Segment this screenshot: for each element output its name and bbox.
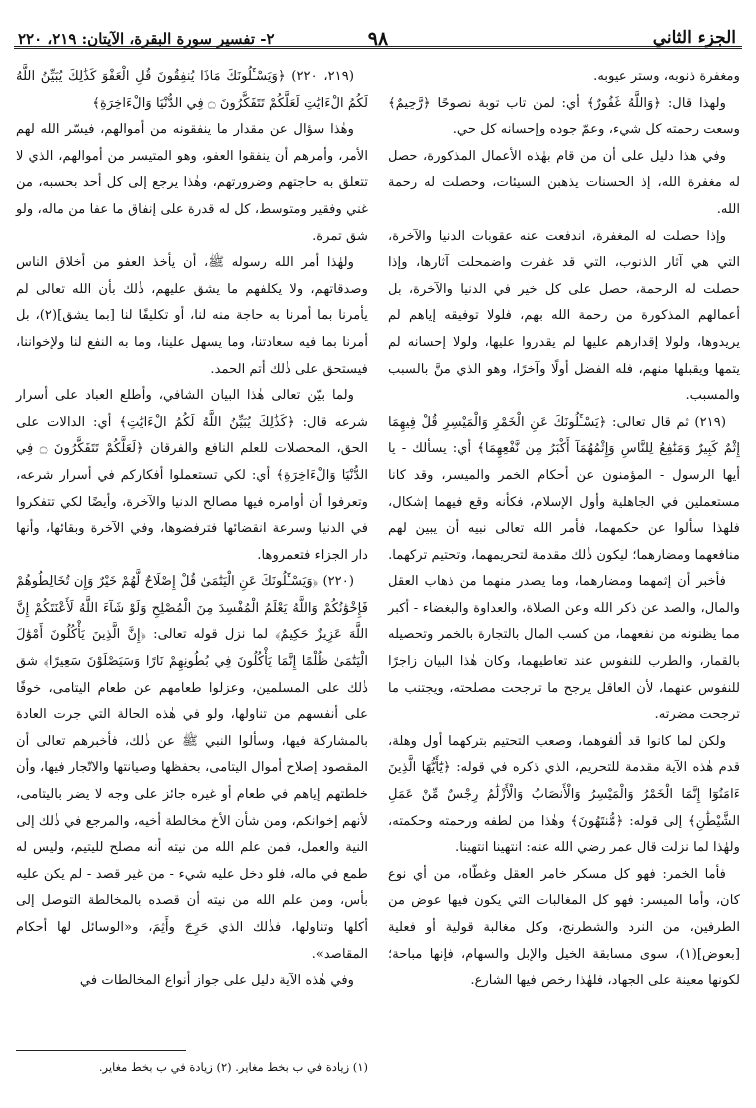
paragraph: ولهٰذا أمر الله رسوله ﷺ، أن يأخذ العفو من أخلاق الناس وصدقاتهم، ولا يكلفهم ما يشق عليهم، ذٰلك بأن الله تعالى لم يأمرنا بما أمرنا به حاجة منه لنا، أو تكليفًا لنا [بما يشق](٢)، بل أمرنا بما فيه سعادتنا، وما يسهل علينا، وما به النفع لنا ولإخواننا، فيستحق على ذٰلك أتم الحمد. bbox=[16, 255, 368, 377]
page-header bbox=[14, 20, 742, 60]
paragraph: وإذا حصلت له المغفرة، اندفعت عنه عقوبات الدنيا والآخرة، التي هي آثار الذنوب، التي قد غفرت واضمحلت آثارها، وإذا حصلت له الرحمة، حصل على كل خير في الدنيا والآخرة، بل أعمالهم المذكورة من رحمة الله بهم، فلولا توفيقه إياهم لم يريدوها، ولولا إقدارهم عليها لم يقدروا عليها، ولولا إحسانه لم يتمها ويقبلها منهم، فله الفضل أولًا وآخرًا، وهو الذي منَّ بالسبب والمسبب. bbox=[388, 228, 740, 404]
footnote-rule bbox=[16, 1050, 186, 1051]
part-title: الجزء الثاني bbox=[652, 28, 736, 48]
paragraph: ومغفرة ذنوبه، وستر عيوبه. bbox=[593, 69, 740, 84]
section-title: ٢- تفسير سورة البقرة، الآيتان: ٢١٩، ٢٢٠ bbox=[18, 30, 275, 48]
paragraph: وهٰذا سؤال عن مقدار ما ينفقونه من أموالهم، فيسّر الله لهم الأمر، وأمرهم أن ينفقوا العفو، وهو المتيسر من أموالهم، الذي لا تتعلق به حاجتهم وضرورتهم، وهٰذا يرجع إلى كل أحد بحسبه، من غني وفقير ومتوسط، كل له قدرة على إنفاق ما عفا من ماله، ولو شق تمرة. bbox=[16, 122, 368, 244]
paragraph: وفي هذا دليل على أن من قام بهٰذه الأعمال المذكورة، حصل له مغفرة الله، إذ الحسنات يذهبن السيئات، وحصلت له رحمة الله. bbox=[388, 148, 740, 217]
paragraph: ولما بيّن تعالى هٰذا البيان الشافي، وأطلع العباد على أسرار شرعه قال: ﴿كَذَٰلِكَ يُبَيِّنُ اللَّهُ لَكُمُ الْءَايَٰتِ﴾ أي: الدالات على الحق، المحصلات للعلم النافع والفرقان ﴿لَعَلَّكُمْ تَتَفَكَّرُونَ ۝ فِي الدُّنْيَا وَالْءَاخِرَةِ﴾ أي: لكي تستعملوا أفكاركم في أسرار شرعه، وتعرفوا أن أوامره فيها مصالح الدنيا والآخرة، وأيضًا لكي تتفكروا في الدنيا وسرعة انقضائها فترفضوها، وفي الآخرة وبقائها، وأنها دار الجزاء فتعمروها. bbox=[16, 388, 368, 563]
paragraph: (٢١٩) ثم قال تعالى: ﴿يَسْـَٔلُونَكَ عَنِ الْخَمْرِ وَالْمَيْسِرِ قُلْ فِيهِمَا إِثْمٌ كَبِيرٌ وَمَنَٰفِعُ لِلنَّاسِ وَإِثْمُهُمَآ أَكْبَرُ مِن نَّفْعِهِمَا﴾ أي: يسألك - يا أيها الرسول - المؤمنون عن أحكام الخمر والميسر، وقد كانا مستعملين في الجاهلية وأول الإسلام، فكأنه وقع فيهما إشكال، فلهذا سألوا عن حكمهما، فأمر الله تعالى نبيه أن يبين لهم منافعهما ومضارهما؛ ليكون ذٰلك مقدمة لتحريمهما، وتحتيم تركهما. bbox=[388, 414, 740, 563]
paragraph: وفي هٰذه الآية دليل على جواز أنواع المخالطات في bbox=[79, 973, 354, 989]
paragraph: ولهذا قال: ﴿وَاللَّهُ غَفُورٌ﴾ أي: لمن تاب توبة نصوحًا ﴿رَّحِيمٌ﴾ وسعت رحمته كل شيء، وعمّ جوده وإحسانه كل حي. bbox=[388, 95, 740, 138]
left-column bbox=[16, 64, 368, 995]
footnotes: (١) زيادة في ب بخط مغاير. (٢) زيادة في ب بخط مغاير. bbox=[98, 1060, 368, 1074]
paragraph: فأما الخمر: فهو كل مسكر خامر العقل وغطّاه، من أي نوع كان، وأما الميسر: فهو كل المغالبات التي يكون فيها عوض من الطرفين، من النرد والشطرنج، وكل مغالبة قولية أو فعلية [بعوض](١)، سوى مسابقة الخيل والإبل والسهام، فإنها مباحة؛ لكونها معينة على الجهاد، فلهٰذا رخص فيها الشارع. bbox=[388, 866, 740, 989]
paragraph: (٢٢٠) ﴿وَيَسْـَٔلُونَكَ عَنِ الْيَتَٰمَىٰ قُلْ إِصْلَاحٌ لَّهُمْ خَيْرٌ وَإِن تُخَالِطُوهُمْ فَإِخْوَٰنُكُمْ وَاللَّهُ يَعْلَمُ الْمُفْسِدَ مِنَ الْمُصْلِحِ وَلَوْ شَآءَ اللَّهُ لَأَعْنَتَكُمْ إِنَّ اللَّهَ عَزِيزٌ حَكِيمٌ﴾ لما نزل قوله تعالى: ﴿إِنَّ الَّذِينَ يَأْكُلُونَ أَمْوَٰلَ الْيَتَٰمَىٰ ظُلْمًا إِنَّمَا يَأْكُلُونَ فِي بُطُونِهِمْ نَارًا وَسَيَصْلَوْنَ سَعِيرًا﴾ شق ذٰلك على المسلمين، وعزلوا طعامهم عن طعام اليتامى، خوفًا على أنفسهم من تناولها، ولو في هٰذه الحالة التي جرت العادة بالمشاركة فيها، وسألوا النبي ﷺ عن ذٰلك، فأخبرهم تعالى أن المقصود إصلاح أموال اليتامى، بحفظها وصيانتها والاتّجار فيها، وأن خلطتهم إياهم في طعام أو غيره جائز على وجه لا يضر باليتامى، لأنهم إخوانكم، ومن شأن الأخ مخالطة أخيه، والمرجع في ذٰلك إلى النية والعمل، فمن علم الله من نيته أنه مصلح لليتيم، وليس له طمع في ماله، فلو دخل عليه شيء - من غير قصد - لم يكن عليه بأس، ومن علم الله من نيته أن قصده بالمخالطة التوصل إلى أكلها وتناولها، فذٰلك الذي حَرِجَ وأَثِمَ، و«الوسائل لها أحكام المقاصد». bbox=[16, 574, 368, 962]
header-rule bbox=[14, 46, 742, 49]
paragraph: (٢١٩، ٢٢٠) ﴿وَيَسْـَٔلُونَكَ مَاذَا يُنفِقُونَ قُلِ الْعَفْوَ كَذَٰلِكَ يُبَيِّنُ اللَّهُ لَكُمُ الْءَايَٰتِ لَعَلَّكُمْ تَتَفَكَّرُونَ ۝ فِي الدُّنْيَا وَالْءَاخِرَةِ﴾ bbox=[16, 69, 368, 111]
paragraph: فأخبر أن إثمهما ومضارهما، وما يصدر منهما من ذهاب العقل والمال، والصد عن ذكر الله وعن الصلاة، والعداوة والبغضاء - أكبر مما يظنونه من نفعهما، من كسب المال بالتجارة بالخمر وتحصيله بالقمار، والطرب للنفوس عند تعاطيهما، وكان هٰذا البيان زاجرًا للنفوس عنهما، لأن العاقل يرجح ما ترجحت مصلحته، ويجتنب ما ترجحت مضرته. bbox=[388, 574, 740, 723]
right-column bbox=[388, 64, 740, 995]
paragraph: ولكن لما كانوا قد ألفوهما، وصعب التحتيم بتركهما أول وهلة، قدم هٰذه الآية مقدمة للتحريم، الذي ذكره في قوله: ﴿يَٰٓأَيُّهَا الَّذِينَ ءَامَنُوٓا إِنَّمَا الْخَمْرُ وَالْمَيْسِرُ وَالْأَنصَابُ وَالْأَزْلَٰمُ رِجْسٌ مِّنْ عَمَلِ الشَّيْطَٰنِ﴾ إلى قوله: ﴿مُّنتَهُونَ﴾ وهٰذا من لطفه ورحمته وحكمته، ولهٰذا لما نزلت قال عمر رضي الله عنه: انتهينا انتهينا. bbox=[388, 733, 740, 856]
page-number: ٩٨ bbox=[367, 28, 389, 50]
